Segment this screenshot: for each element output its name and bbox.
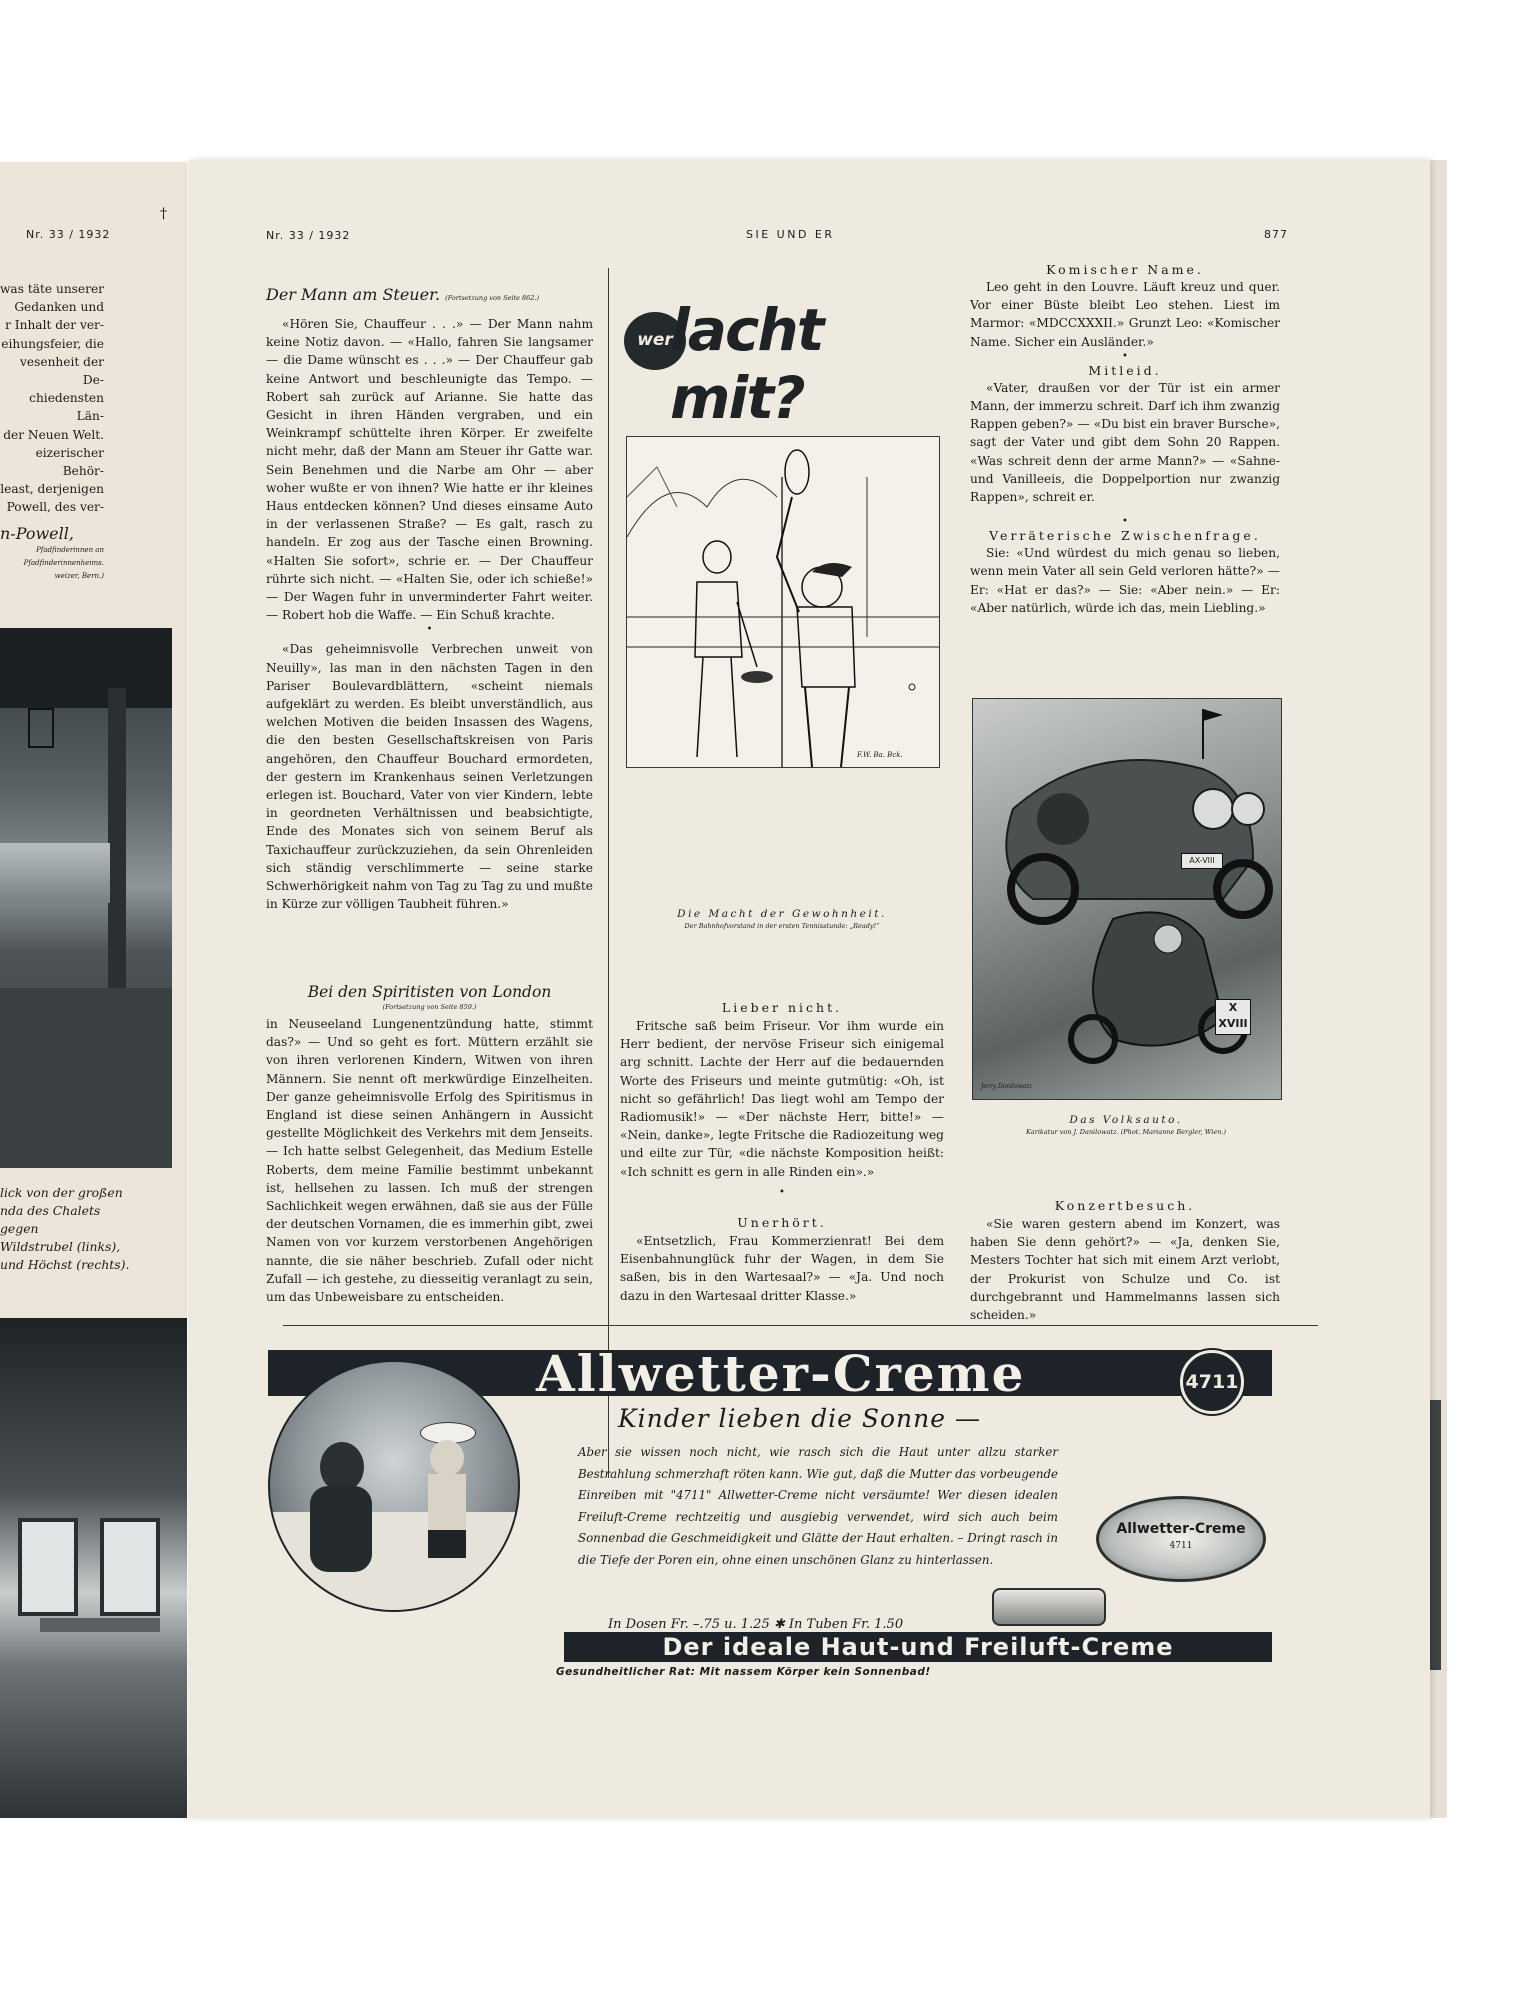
joke-unerhoert	[620, 1215, 944, 1305]
left-page-signature-line: Pfadfinderinnen an	[36, 546, 104, 554]
column-1-spiritisten	[266, 983, 593, 1306]
left-page-text-line: Gedanken und	[14, 300, 104, 315]
joke-title: Komischer Name.	[1046, 262, 1204, 277]
joke-text: «Sie waren gestern abend im Konzert, was haben Sie denn gehört?» — «Ja, denken Sie, Mesters Tochter hat sich mit einem Arzt verlobt, der Prokurist von Schulze und Co. ist durchgebrannt und Hammelmanns lassen sich scheiden.»	[970, 1217, 1280, 1323]
page-header-page-number: 877	[1264, 228, 1288, 241]
left-page-text-line: eihungsfeier, die	[1, 336, 104, 351]
left-page-text-line: chiedensten Län-	[29, 391, 104, 424]
story-text-1: «Hören Sie, Chauffeur . . .» — Der Mann nahm keine Notiz davon. — «Hallo, fahren Sie langsamer — die Dame wünscht es . . .» — Der Chauffeur gab keine Antwort und beschleunigte das Tempo. — Robert sah zurück auf Arianne. Sie hatte das Gesicht in ihren Händen vergraben, und ein Weinkrampf schüttelte ihren Körper. Er zweifelte nicht mehr, daß der Mann am Steuer ihr Gatte war. Sein Benehmen und die Narbe am Ohr — aber woher wußte er von ihnen? Wie hatte er ihr kleines Haus entdecken können? Und dieses einsame Auto in der verlassenen Straße? — Es galt, rasch zu handeln. Er zog aus der Tasche einen Browning. «Halten Sie sofort», schrie er. — Der Chauffeur rührte sich nicht. — «Halten Sie, oder ich schieße!» — Der Wagen fuhr in unverminderter Fahrt weiter. — Robert hob die Waffe. — Ein Schuß krachte.	[266, 317, 593, 623]
ad-tin-label: Allwetter-Creme	[1116, 1521, 1246, 1537]
joke-title: Konzertbesuch.	[1054, 1198, 1196, 1213]
logo-big-text: lacht mit?	[670, 296, 823, 432]
license-plate-small: X XVIII	[1215, 999, 1251, 1035]
joke-text: «Entsetzlich, Frau Kommerzienrat! Bei dem Eisenbahnunglück fuhr der Wagen, in dem Sie saßen, bis in den Wartesaal?» — «Ja. Und noch dazu in den Wartesaal dritter Klasse.»	[620, 1234, 944, 1303]
ad-image-number: 129	[280, 1590, 294, 1598]
column-3-jokes	[970, 262, 1280, 617]
ad-mother-child-illustration	[268, 1360, 520, 1612]
bullet: •	[779, 1186, 785, 1198]
story-title-spiritisten: Bei den Spiritisten von London	[307, 983, 552, 1001]
story-title-note: (Fortsetzung von Seite 862.)	[445, 294, 540, 302]
chalet-veranda-photo	[0, 628, 172, 1168]
ad-body: Aber sie wissen noch nicht, wie rasch sich die Haut unter allzu starker Bestrahlung schmerzhaft röten kann. Wie gut, daß die Mutter das vorbeugende Einreiben mit "4711" Allwetter-Creme nicht versäumte! Wer diesen idealen Freiluft-Creme rechtzeitig und ausgiebig verwendet, wird sich auch beim Sonnenbad die Geschmeidigkeit und Glätte der Haut erhalten. – Dringt rasch in die Tiefe der Poren ein, ohne einen unschönen Glanz zu hinterlassen.	[578, 1445, 1058, 1567]
ad-creme-tin	[1096, 1496, 1266, 1582]
page-header-title: SIE UND ER	[746, 228, 835, 241]
ad-footer-advice: Gesundheitlicher Rat: Mit nassem Körper kein Sonnenbad!	[556, 1666, 931, 1678]
story-title: Der Mann am Steuer.	[266, 285, 441, 304]
bullet: •	[1122, 516, 1128, 528]
caricature-signature: Jerry Danilowatz	[981, 1083, 1032, 1090]
left-page-text-line: least, derjenigen	[0, 482, 104, 497]
joke-text: Leo geht in den Louvre. Läuft kreuz und quer. Vor einer Büste bleibt Leo stehen. Liest im Marmor: «MDCCXXXII.» Grunzt Leo: «Komischer Name. Sicher ein Ausländer.»	[970, 280, 1280, 349]
caricature-caption-sub: Karikatur von J. Danilowatz. (Phot. Marianne Bergler, Wien.)	[1026, 1128, 1226, 1136]
left-page-text-line: Powell, des ver-	[6, 500, 104, 515]
license-plate-large: AX-VIII	[1181, 853, 1223, 869]
ad-tin-number: 4711	[1169, 1541, 1193, 1551]
story-text-2: «Das geheimnisvolle Verbrechen unweit von Neuilly», las man in den nächsten Tagen in den Pariser Boulevardblättern, «scheint niemals aufgeklärt zu werden. Es bleibt unverständlich, aus welchen Motiven die beiden Insassen des Wagens, die den besten Gesellschaftskreisen von Paris angehören, den Chauffeur Bouchard ermordeten, der gestern im Krankenhaus seinen Verletzungen erlegen ist. Bouchard, Vater von vier Kindern, lebte in geordneten Verhältnissen und beabsichtigte, Ende des Monates sich von seinem Beruf als Taxichauffeur zurückzuziehen, da sein Ohrenleiden sich ständig verschlimmerte — seine starke Schwerhörigkeit nahm von Tag zu Tag zu und mußte in Kürze zur völligen Taubheit führen.»	[266, 642, 593, 912]
left-page-caption-line: Wildstrubel (links),	[0, 1239, 121, 1254]
ad-subhead: Kinder lieben die Sonne —	[618, 1404, 981, 1433]
left-page	[0, 162, 187, 1818]
column-rule-1	[608, 268, 609, 1478]
logo-small-text: wer	[637, 330, 673, 350]
left-page-dagger: †	[160, 206, 167, 222]
allwetter-creme-ad	[268, 1342, 1290, 1678]
left-page-signature-line: Pfadfinderinnenheims.	[23, 559, 104, 567]
joke-text: «Vater, draußen vor der Tür ist ein armer Mann, der immerzu schreit. Darf ich ihm zwanzig Rappen geben?» — «Du bist ein braver Bursche», sagt der Vater und gibt dem Sohn 20 Rappen. «Was schreit denn der arme Mann?» — «Sahne- und Vanilleeis, die Doppelportion nur zwanzig Rappen», schreit er.	[970, 380, 1280, 505]
joke-text: Sie: «Und würdest du mich genau so lieben, wenn mein Vater all sein Geld verloren hätte?» — Er: «Hat er das?» — Sie: «Aber nein.» — Er: «Aber natürlich, würde ich das, mein Liebling.»	[970, 546, 1280, 615]
ad-creme-tube	[992, 1588, 1106, 1626]
story-title-mann-am-steuer	[266, 284, 593, 309]
left-page-text-line: vesenheit der De-	[20, 354, 104, 388]
story-title-spiritisten-note: (Fortsetzung von Seite 859.)	[382, 1003, 477, 1011]
left-page-text-line: was täte unserer	[0, 282, 105, 296]
ad-4711-badge: 4711	[1180, 1350, 1244, 1414]
left-page-caption	[0, 1184, 130, 1274]
joke-title: Lieber nicht.	[721, 1000, 843, 1015]
left-page-text-line: r Inhalt der ver-	[5, 318, 104, 333]
lantern-icon	[28, 708, 54, 748]
main-page	[188, 160, 1430, 1818]
left-page-caption-line: nda des Chalets gegen	[0, 1203, 101, 1236]
joke-title: Verräterische Zwischenfrage.	[989, 528, 1261, 544]
chalet-interior-photo	[0, 1318, 187, 1818]
ad-headline: Allwetter-Creme	[536, 1344, 1026, 1403]
cartoon-signature: F.W. Ba. Bck.	[857, 751, 903, 759]
volksauto-caricature	[972, 698, 1282, 1100]
column-1	[266, 284, 593, 914]
wer-lacht-mit-logo	[620, 278, 954, 432]
left-page-text-line: eizerischer Behör-	[35, 445, 104, 479]
cartoon-caption-title: Die Macht der Gewohnheit.	[677, 908, 887, 920]
ad-prices: In Dosen Fr. –.75 u. 1.25 ✱ In Tuben Fr. 1.50	[608, 1617, 904, 1632]
left-page-text-line: der Neuen Welt.	[3, 427, 104, 442]
horizontal-rule	[283, 1325, 1318, 1326]
left-page-caption-line: und Höchst (rechts).	[0, 1257, 130, 1272]
ad-bottom-slogan: Der ideale Haut-und Freiluft-Creme	[564, 1632, 1272, 1662]
joke-title: Unerhört.	[737, 1215, 827, 1230]
joke-konzertbesuch	[970, 1198, 1280, 1324]
tennis-cartoon-drawing	[627, 437, 939, 767]
bullet: •	[1122, 350, 1128, 362]
left-page-text	[0, 280, 104, 517]
left-page-signature-line: weizer, Bern.)	[54, 572, 104, 580]
left-page-caption-line: lick von der großen	[0, 1185, 123, 1200]
cartoon-caption-sub: Der Bahnhofvorstand in der ersten Tennisstunde: „Ready!“	[684, 922, 880, 930]
left-page-signature: n-Powell,	[0, 524, 74, 543]
story-text-3: in Neuseeland Lungenentzündung hatte, stimmt das?» — Und so geht es fort. Müttern erzählt sie von ihren verlorenen Kindern, Witwen von ihren Männern. Sie nennt oft merkwürdige Einzelheiten. Der ganze geheimnisvolle Erfolg des Spiritismus in England ist diese seinen Anhängern in Aussicht gestellte Möglichkeit des Verkehrs mit dem Jenseits. — Ich hatte selbst Gelegenheit, das Medium Estelle Roberts, dem meine Familie bestimmt unbekannt ist, hellsehen zu lassen. Ich muß der strengen Sachlichkeit wegen erwähnen, daß sie aus der Fülle der deutschen Vornamen, die es immerhin gibt, zwei Namen von vor kurzem verstorbenen Angehörigen nannte, die sie näher beschrieb. Zufall oder nicht Zufall — ich gestehe, zu diesseitig veranlagt zu sein, um das Unbeweisbare zu entscheiden.	[266, 1017, 593, 1305]
left-page-signature-note	[0, 544, 104, 583]
page-header-issue: Nr. 33 / 1932	[266, 229, 351, 242]
caricature-caption-title: Das Volksauto.	[1069, 1114, 1183, 1126]
bullet: •	[426, 624, 433, 636]
tennis-cartoon	[626, 436, 940, 768]
volksauto-drawing	[973, 699, 1281, 1099]
joke-title: Mitleid.	[1088, 362, 1162, 378]
joke-text: Fritsche saß beim Friseur. Vor ihm wurde ein Herr bedient, der nervöse Friseur sich einigemal arg schnitt. Lachte der Herr auf die bedauernden Worte des Friseurs und meinte gutmütig: «Oh, ist nicht so gefährlich! Das liegt wohl am Tempo der Radiomusik!» — «Der nächste Herr, bitte!» — «Nein, danke», legte Fritsche die Radiozeitung weg und eilte zur Tür, «die nächste Komposition heißt: «Ich schnitt es gern in alle Rinden ein».»	[620, 1019, 944, 1179]
joke-lieber-nicht	[620, 1000, 944, 1199]
left-page-header: Nr. 33 / 1932	[26, 228, 111, 241]
